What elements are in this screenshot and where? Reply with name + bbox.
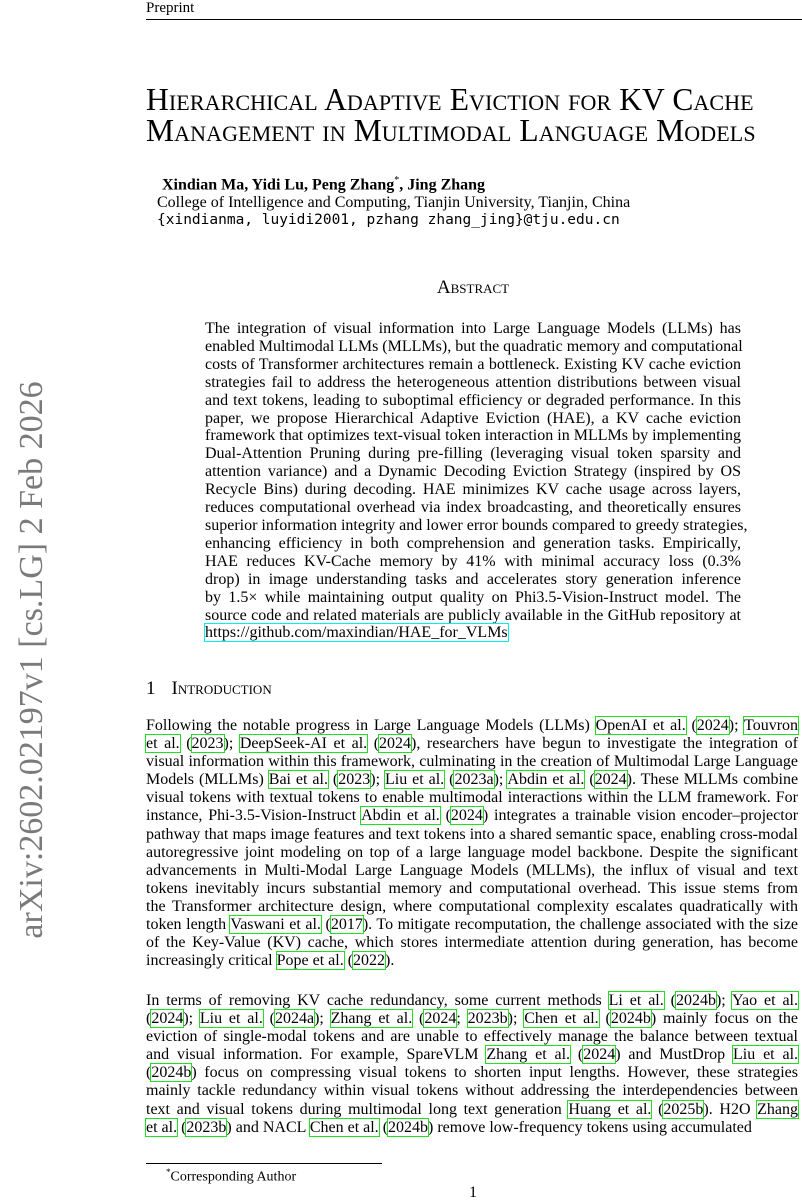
text-run: Recycle Bins) during decoding. HAE minimizes KV cache usage across layers, xyxy=(205,481,741,499)
text-run: ). H2O xyxy=(703,1100,758,1118)
author-emails: {xindianma, luyidi2001, pzhang zhang_jing}@tju.edu.cn xyxy=(157,212,620,228)
text-line xyxy=(146,992,798,1010)
page-number: 1 xyxy=(469,1184,477,1201)
text-run: ( xyxy=(685,717,697,734)
text-run: Models (MLLMs) xyxy=(146,771,269,789)
text-run: ); xyxy=(223,735,240,753)
text-run: ( xyxy=(146,1064,152,1082)
citation-link[interactable]: Zhang et al. xyxy=(486,1046,571,1064)
text-run: mainly tackle redundancy within visual tokens without addressing the interdependencies between xyxy=(146,1082,798,1100)
text-run: ). These MLLMs combine xyxy=(626,771,799,789)
text-run: ( xyxy=(343,952,354,970)
text-line xyxy=(146,789,798,807)
text-line xyxy=(146,753,798,771)
text-run: ( xyxy=(439,807,451,825)
text-run: visual tokens with textual tokens to enable multimodal interactions within the LLM framework. For xyxy=(146,789,798,807)
citation-link[interactable]: Chen et al. xyxy=(309,1118,379,1136)
arxiv-identifier-stamp: arXiv:2602.02197v1 [cs.LG] 2 Feb 2026 xyxy=(13,381,50,939)
citation-link[interactable]: Li et al. xyxy=(608,992,664,1009)
text-line xyxy=(146,771,798,789)
text-run: framework that optimizes text-visual token interaction in MLLMs by implementing xyxy=(205,427,741,445)
text-line xyxy=(146,1046,798,1064)
footnote-rule xyxy=(146,1163,382,1164)
citation-link[interactable]: 2023b xyxy=(467,1010,508,1028)
author-affiliation: College of Intelligence and Computing, Tianjin University, Tianjin, China xyxy=(157,194,631,211)
citation-link[interactable]: 2024b xyxy=(151,1064,192,1082)
citation-link[interactable]: 2024a xyxy=(274,1010,315,1028)
text-run: pathway that maps image features and text tokens into a shared semantic space, enabling cross-modal xyxy=(146,825,798,843)
text-run: ( xyxy=(179,735,192,753)
text-line xyxy=(205,392,741,410)
text-line xyxy=(205,516,748,535)
text-run: ) focus on compressing visual tokens to shorten input lengths. However, these strategies xyxy=(191,1064,798,1082)
text-run: ); xyxy=(728,717,745,734)
text-line xyxy=(146,1101,798,1119)
text-run: ); xyxy=(715,992,733,1009)
text-run: ( xyxy=(262,1010,275,1028)
citation-link[interactable]: Touvron xyxy=(744,717,799,734)
text-line xyxy=(146,1064,798,1082)
text-run: attention variance) and a Dynamic Decoding Eviction Strategy (inspired by OS xyxy=(205,463,741,481)
text-run: ( xyxy=(412,1010,425,1028)
text-line xyxy=(205,427,741,445)
header-rule xyxy=(146,19,802,20)
citation-link[interactable]: 2022 xyxy=(353,952,386,970)
intro-paragraph-1 xyxy=(146,717,798,970)
citation-link[interactable]: 2024 xyxy=(696,717,729,734)
text-line xyxy=(205,571,741,589)
text-line xyxy=(146,717,798,735)
text-line xyxy=(205,589,741,607)
section-number: 1 xyxy=(146,678,156,699)
text-run: ( xyxy=(584,771,595,789)
text-line xyxy=(205,553,741,571)
citation-link[interactable]: Abdin et al. xyxy=(507,771,585,789)
running-header: Preprint xyxy=(146,0,195,16)
paper-title-line-1: Hierarchical Adaptive Eviction for KV Cache xyxy=(146,82,754,117)
text-line xyxy=(205,356,741,374)
text-line xyxy=(205,607,741,625)
text-line xyxy=(146,1010,798,1028)
text-line xyxy=(146,916,798,934)
footnote-mark: * xyxy=(166,1167,171,1177)
text-run: ) mainly focus on the xyxy=(650,1010,799,1028)
corresponding-author-mark[interactable]: * xyxy=(394,175,400,186)
citation-link[interactable]: et al. xyxy=(146,1118,178,1136)
text-line xyxy=(205,445,741,463)
text-run: instance, Phi-3.5-Vision-Instruct xyxy=(146,807,362,825)
text-run: ). To mitigate recomputation, the challenge associated with the size xyxy=(362,916,799,934)
citation-link[interactable]: Chen et al. xyxy=(524,1010,599,1028)
text-run: Dual-Attention Pruning during pre-filling (leveraging visual token sparsity and xyxy=(205,445,741,463)
text-run: ) integrates a trainable vision encoder–projector xyxy=(482,807,799,825)
text-line xyxy=(146,952,798,970)
citation-link[interactable]: Liu et al. xyxy=(733,1046,799,1064)
citation-link[interactable]: Vaswani et al. xyxy=(230,916,321,934)
text-run: ); xyxy=(370,771,385,789)
citation-link[interactable]: 2025b xyxy=(663,1100,704,1118)
text-line xyxy=(146,880,798,898)
abstract-body xyxy=(205,320,748,642)
citation-link[interactable]: Abdin et al. xyxy=(361,807,440,825)
citation-link[interactable]: 2024 xyxy=(450,807,483,825)
text-run: ; xyxy=(456,1010,468,1028)
text-line xyxy=(146,826,798,844)
text-run: ( xyxy=(146,1010,152,1028)
text-run: drop) in image understanding tasks and accelerates story generation inference xyxy=(205,570,741,588)
section-title: Introduction xyxy=(171,678,272,699)
text-run: The integration of visual information into Large Language Models (LLMs) has xyxy=(205,320,741,337)
text-line xyxy=(205,338,741,356)
text-run: ) and NACL xyxy=(226,1118,310,1136)
text-line xyxy=(146,898,798,916)
text-run: ( xyxy=(444,771,455,789)
text-run: Following the notable progress in Large Language Models (LLMs) xyxy=(146,717,596,734)
section-heading-introduction xyxy=(146,678,272,700)
text-run: the Transformer architecture design, where computational complexity escalates quadratically with xyxy=(146,897,798,915)
text-run: by 1.5× while maintaining output quality on Phi3.5-Vision-Instruct model. The xyxy=(205,588,741,606)
text-run: autoregressive joint modeling on top of a large language model backbone. Despite the significant xyxy=(146,843,798,861)
footnote xyxy=(166,1167,296,1186)
text-run: superior information integrity and lower error bounds compared to greedy strategies, xyxy=(205,516,748,534)
citation-link[interactable]: 2024b xyxy=(675,992,716,1009)
citation-link[interactable]: Liu et al. xyxy=(384,771,445,789)
text-run: ( xyxy=(327,771,339,789)
text-run: increasingly critical xyxy=(146,952,277,970)
text-line xyxy=(146,1028,798,1046)
text-line xyxy=(146,844,798,862)
text-line xyxy=(205,535,741,553)
citation-link[interactable]: 2024b xyxy=(388,1118,429,1136)
text-line xyxy=(146,735,798,753)
citation-link[interactable]: 2023 xyxy=(338,771,371,789)
text-run: ). xyxy=(385,952,395,970)
text-line xyxy=(205,624,741,642)
text-run: source code and related materials are publicly available in the GitHub repository at xyxy=(205,606,741,624)
text-line xyxy=(205,320,741,338)
footnote-text: Corresponding Author xyxy=(170,1169,297,1185)
text-run: enabled Multimodal LLMs (MLLMs), but the quadratic memory and computational xyxy=(205,337,743,355)
citation-link[interactable]: 2024 xyxy=(583,1046,616,1064)
abstract-heading: Abstract xyxy=(436,277,510,298)
text-run: ) and MustDrop xyxy=(615,1046,733,1064)
text-run: enhancing efficiency in both comprehension and generation tasks. Empirically, xyxy=(205,534,741,552)
text-run: In terms of removing KV cache redundancy, some current methods xyxy=(146,992,609,1009)
text-run: tokens inevitably incurs substantial memory and computational overhead. This issue stems from xyxy=(146,879,798,897)
text-run: ( xyxy=(651,1100,664,1118)
text-line xyxy=(146,1082,798,1100)
citation-link[interactable]: 2023 xyxy=(191,735,224,753)
text-line xyxy=(205,410,741,428)
text-line xyxy=(205,499,741,517)
text-run: and visual information. For example, SpareVLM xyxy=(146,1046,487,1064)
text-run: and text tokens, leading to suboptimal efficiency or degraded performance. In this xyxy=(205,391,741,409)
text-run: ); xyxy=(314,1010,331,1028)
citation-link[interactable]: 2024 xyxy=(594,771,627,789)
citation-link[interactable]: 2023a xyxy=(454,771,494,789)
text-run: ); xyxy=(507,1010,525,1028)
text-run: of the Key-Value (KV) cache, which stores intermediate attention during generation, has become xyxy=(146,934,798,952)
text-run: ); xyxy=(493,771,508,789)
text-line xyxy=(146,862,798,880)
citation-link[interactable]: Pope et al. xyxy=(276,952,344,970)
citation-link[interactable]: 2024 xyxy=(151,1010,184,1028)
citation-link[interactable]: DeepSeek-AI et al. xyxy=(239,735,368,753)
author-names: Xindian Ma, Yidi Lu, Peng Zhang xyxy=(162,176,395,194)
text-line xyxy=(146,934,798,952)
citation-link[interactable]: 2024b xyxy=(610,1010,651,1028)
text-line xyxy=(146,1119,798,1137)
citation-link[interactable]: Yao et al. xyxy=(732,992,798,1009)
text-run: ); xyxy=(183,1010,200,1028)
text-run: ( xyxy=(320,916,331,934)
text-run: advancements in Multi-Modal Large Language Models (MLLMs), the influx of visual and text xyxy=(146,861,798,879)
text-run: ( xyxy=(598,1010,611,1028)
citation-link[interactable]: 2024 xyxy=(424,1010,457,1028)
text-line xyxy=(205,374,741,392)
citation-link[interactable]: Zhang xyxy=(757,1100,799,1118)
text-run: ( xyxy=(177,1118,187,1136)
text-run: eviction of single-modal tokens and are unable to effectively manage the balance between textual xyxy=(146,1028,798,1046)
text-run: HAE reduces KV-Cache memory by 41% with minimal accuracy loss (0.3% xyxy=(205,552,741,570)
text-run: ( xyxy=(663,992,676,1009)
text-line xyxy=(146,807,798,825)
paper-title-line-2: Management in Multimodal Language Models xyxy=(146,113,756,148)
text-run: paper, we propose Hierarchical Adaptive Eviction (HAE), a KV cache eviction xyxy=(205,409,741,427)
text-run: ( xyxy=(378,1118,389,1136)
text-line xyxy=(205,481,741,499)
text-run: ( xyxy=(367,735,380,753)
intro-paragraph-2 xyxy=(146,992,798,1137)
citation-link[interactable]: OpenAI et al. xyxy=(595,717,686,734)
text-run: strategies fail to address the heterogeneous attention distributions between visual xyxy=(205,373,741,391)
text-line xyxy=(205,463,741,481)
citation-link[interactable]: Huang et al. xyxy=(568,1100,652,1118)
citation-link[interactable]: 2017 xyxy=(330,916,363,934)
citation-link[interactable]: Zhang et al. xyxy=(330,1010,413,1028)
citation-link[interactable]: et al. xyxy=(146,735,180,753)
github-repository-link[interactable]: https://github.com/maxindian/HAE_for_VLMs xyxy=(205,624,508,642)
text-run: reduces computational overhead via index broadcasting, and theoretically ensures xyxy=(205,499,741,517)
citation-link[interactable]: 2024 xyxy=(379,735,412,753)
citation-link[interactable]: Bai et al. xyxy=(268,771,328,789)
text-run: token length xyxy=(146,916,231,934)
citation-link[interactable]: Liu et al. xyxy=(199,1010,263,1028)
text-run: visual information within this framework, culminating in the creation of Multimodal Large Language xyxy=(146,753,798,771)
text-run: text and visual tokens during multimodal long text generation xyxy=(146,1100,569,1118)
author-names-rest: , Jing Zhang xyxy=(399,176,486,194)
text-run: ( xyxy=(570,1046,584,1064)
citation-link[interactable]: 2023b xyxy=(186,1118,227,1136)
text-run: ), researchers have begun to investigate the integration of xyxy=(411,735,799,753)
text-run: costs of Transformer architectures remain a bottleneck. Existing KV cache eviction xyxy=(205,355,741,373)
author-list xyxy=(162,175,485,194)
text-run: ) remove low-frequency tokens using accumulated xyxy=(428,1118,752,1136)
